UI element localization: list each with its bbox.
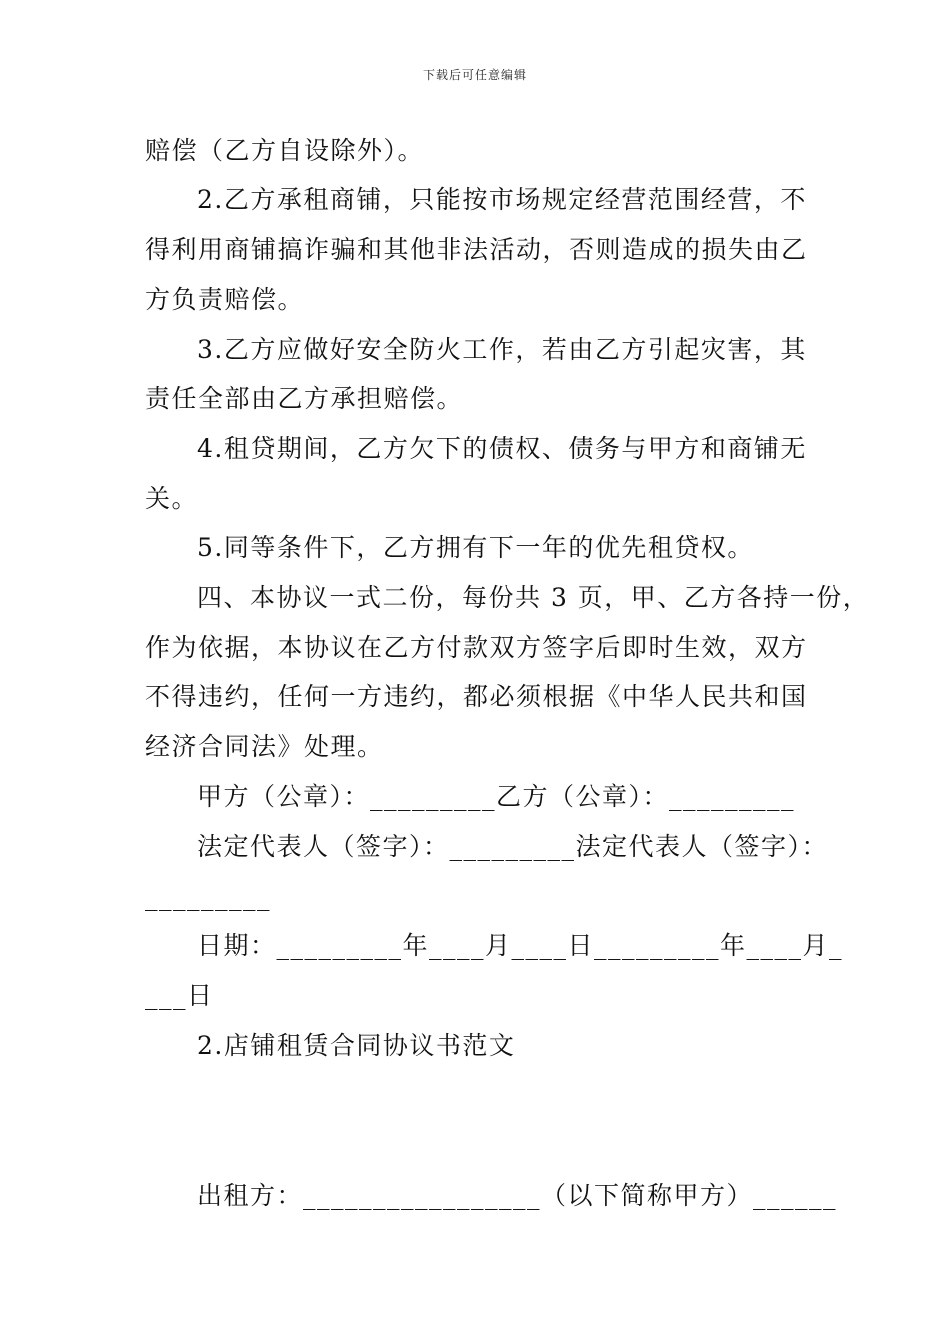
- text-line: 赔偿（乙方自设除外）。: [145, 136, 425, 165]
- lessor-line: 出租方：_________________（以下简称甲方）______: [197, 1181, 838, 1210]
- text-line: 2.乙方承租商铺，只能按市场规定经营范围经营，不: [197, 185, 807, 214]
- date-line: 日期：_________年____月____日_________年____月_: [197, 931, 844, 960]
- text-line: 3.乙方应做好安全防火工作，若由乙方引起灾害，其: [197, 335, 807, 364]
- signature-line-party-a-b: 甲方（公章）：_________乙方（公章）：_________: [197, 782, 796, 811]
- text-line: 4.租贷期间，乙方欠下的债权、债务与甲方和商铺无: [197, 434, 807, 463]
- section-heading: 2.店铺租赁合同协议书范文: [197, 1031, 516, 1060]
- signature-blank: _________: [145, 882, 271, 911]
- text-line: 不得违约，任何一方违约，都必须根据《中华人民共和国: [145, 682, 808, 711]
- text-line: 关。: [145, 484, 199, 513]
- date-line-continued: ___日: [145, 981, 214, 1010]
- text-line: 5.同等条件下，乙方拥有下一年的优先租贷权。: [197, 533, 754, 562]
- text-line: 得利用商铺搞诈骗和其他非法活动，否则造成的损失由乙: [145, 235, 808, 264]
- text-line: 作为依据，本协议在乙方付款双方签字后即时生效，双方: [145, 633, 808, 662]
- text-line: 责任全部由乙方承担赔偿。: [145, 384, 464, 413]
- text-line: 经济合同法》处理。: [145, 732, 384, 761]
- signature-line-representatives: 法定代表人（签字）：_________法定代表人（签字）：: [197, 832, 829, 861]
- text-line: 四、本协议一式二份，每份共 3 页，甲、乙方各持一份，: [197, 583, 870, 612]
- text-line: 方负责赔偿。: [145, 285, 305, 314]
- header-note: 下载后可任意编辑: [422, 68, 527, 82]
